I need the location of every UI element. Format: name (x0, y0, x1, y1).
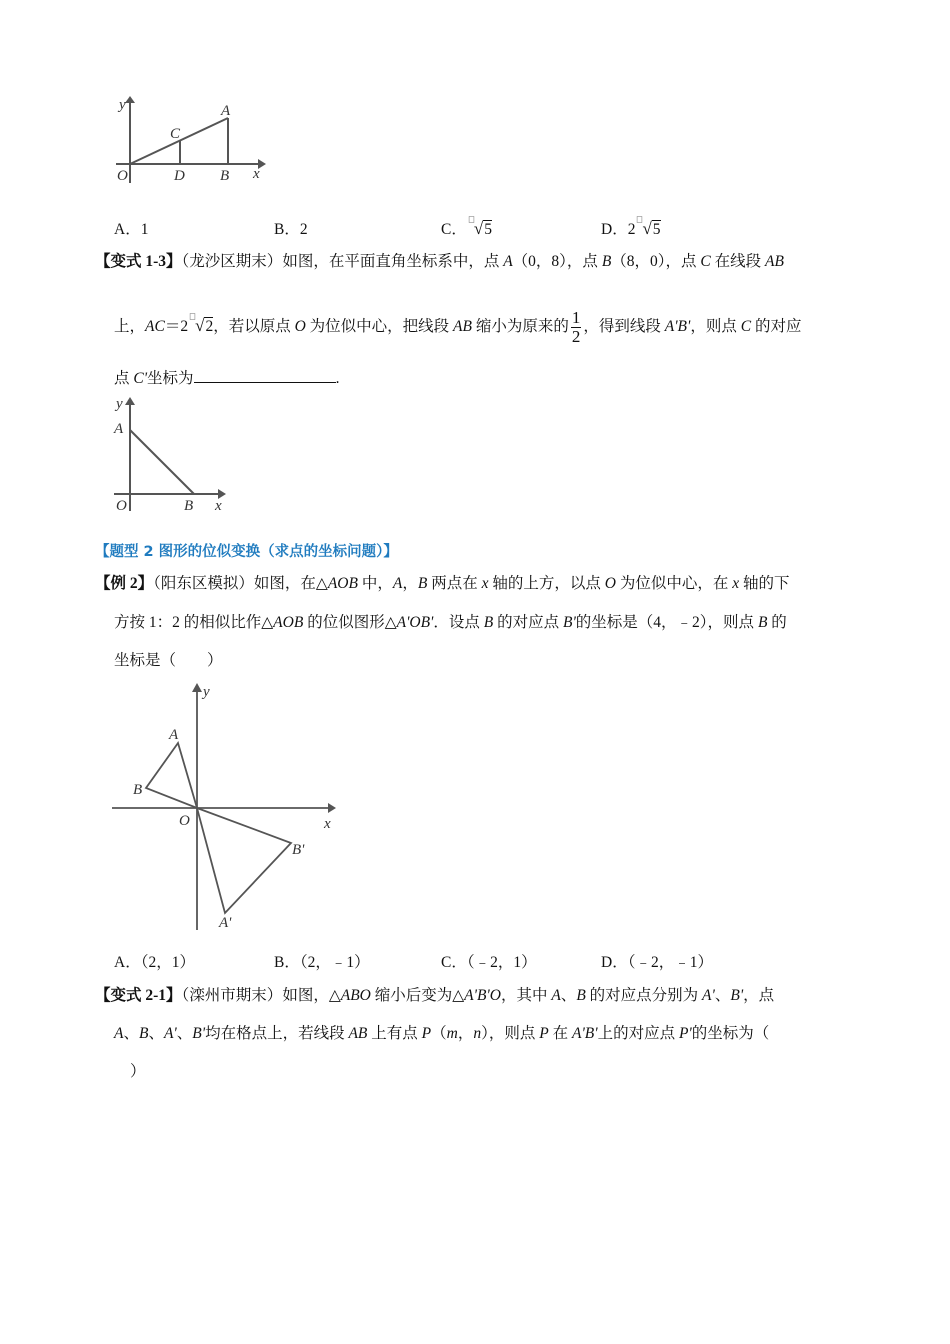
figure-3-x-arrow (328, 803, 336, 813)
option-a-value: 1 (140, 221, 149, 238)
var: A (114, 1025, 124, 1042)
variant-1-3-tag: 【变式 1-3】 (95, 253, 182, 270)
example-2-line-2 (114, 613, 787, 633)
text: （0，8），点 (512, 253, 602, 270)
fraction-one-half: $\frac{1}{2}$ (571, 307, 581, 346)
var: A (503, 253, 513, 270)
var: x (732, 575, 740, 592)
text: ， (402, 575, 418, 592)
figure-1-label-C: C (170, 126, 181, 142)
text: 在 (548, 1025, 572, 1042)
figure-2-label-A: A (114, 421, 124, 437)
option-b[interactable] (274, 217, 308, 239)
variant-2-1-line-3: ） (130, 1063, 146, 1080)
text: . (335, 370, 340, 387)
text: 中， (357, 575, 393, 592)
option-value: （2，1） (140, 954, 195, 971)
figure-3-label-y: y (203, 684, 210, 700)
figure-1-y-arrow (125, 96, 135, 103)
text: ，则点 (690, 318, 741, 335)
text: 均在格点上，若线段 (205, 1025, 349, 1042)
option-letter: C． (441, 954, 467, 971)
text: 、 (714, 987, 731, 1004)
text: 的 (767, 614, 787, 631)
text: ．设点 (433, 614, 484, 631)
var: AOB (327, 575, 358, 592)
text: 上的对应点 (597, 1025, 679, 1042)
variant-2-1-line-2 (114, 1024, 769, 1044)
var: n (473, 1025, 482, 1042)
option-d-radical: √5 (635, 214, 660, 239)
option-c-letter: C． (441, 221, 467, 238)
var: C' (133, 370, 148, 387)
text: （8，0），点 (611, 253, 701, 270)
example-2-option-a[interactable] (114, 950, 195, 972)
text: 、 (148, 1025, 164, 1042)
figure-1-label-D: D (174, 168, 185, 184)
option-a-letter: A． (114, 221, 141, 238)
var: B (576, 987, 586, 1004)
var: B' (192, 1025, 206, 1042)
variant-1-3-source: （龙沙区期末） (181, 253, 283, 270)
var: B (483, 614, 494, 631)
var: B (138, 1025, 149, 1042)
figure-3-label-Bp: B' (292, 842, 305, 858)
var: A'B' (664, 318, 691, 335)
text: 缩小为原来的 (471, 318, 569, 335)
figure-1-label-O: O (117, 168, 128, 184)
figure-1-label-B: B (220, 168, 230, 184)
text: 的对应点 (493, 614, 563, 631)
figure-1-label-x: x (253, 166, 260, 182)
text: ，得到线段 (583, 318, 665, 335)
text: 的坐标是（4，﹣2），则点 (575, 614, 758, 631)
var: B' (730, 987, 744, 1004)
var: P (421, 1025, 432, 1042)
option-d-letter: D． (601, 221, 628, 238)
variant-2-1-tag: 【变式 2-1】 (95, 987, 182, 1004)
var: A (392, 575, 403, 592)
figure-3-label-A: A (169, 727, 179, 743)
var: AC (145, 318, 165, 335)
figure-3-label-B: B (133, 782, 143, 798)
option-b-letter: B． (274, 221, 300, 238)
figure-2-label-x: x (215, 498, 222, 514)
var: A'B' (572, 1025, 598, 1042)
var: O (294, 318, 306, 335)
figure-2-label-y: y (116, 396, 123, 412)
option-b-value: 2 (299, 221, 308, 238)
variant-1-3-line-2 (114, 306, 801, 347)
example-2-line-3: 坐标是（ ） (114, 652, 223, 669)
figure-3-triangle-ApOBp (197, 808, 291, 913)
example-2-line-1 (95, 574, 789, 594)
figure-2-label-B: B (184, 498, 194, 514)
option-letter: B． (274, 954, 300, 971)
var: B (417, 575, 428, 592)
example-2-option-d[interactable] (601, 950, 713, 972)
text: ），则点 (481, 1025, 540, 1042)
figure-1-label-y: y (119, 97, 126, 113)
text: ，其中 (500, 987, 552, 1004)
var: AB (348, 1025, 368, 1042)
option-value: （﹣2，1） (466, 954, 537, 971)
text: 、 (176, 1025, 193, 1042)
var: A' (702, 987, 715, 1004)
variant-1-3-line-1 (95, 252, 784, 272)
text: ＝2 (164, 318, 189, 335)
option-letter: D． (601, 954, 628, 971)
figure-3-y-arrow (192, 683, 202, 692)
var: m (446, 1025, 458, 1042)
text: 、 (560, 987, 577, 1004)
text: 、 (123, 1025, 139, 1042)
var: x (481, 575, 489, 592)
variant-2-1-line-1 (95, 986, 774, 1006)
var: AB (453, 318, 472, 335)
text: 为位似中心，在 (615, 575, 733, 592)
text: 在线段 (710, 253, 766, 270)
example-2-source: （阳东区模拟） (153, 575, 254, 592)
option-a[interactable] (114, 217, 148, 239)
answer-blank[interactable] (194, 368, 336, 383)
var: O (604, 575, 616, 592)
figure-3-triangle-AOB (146, 743, 197, 808)
var: P' (678, 1025, 692, 1042)
text: 坐标为 (147, 370, 194, 387)
text: 方按 1：2 的相似比作△ (114, 614, 274, 631)
text: 点 (114, 370, 134, 387)
text: 为位似中心，把线段 (305, 318, 454, 335)
variant-1-3-line-3 (114, 368, 339, 389)
text: 如图，△ (282, 987, 341, 1004)
option-d-coef: 2 (627, 221, 636, 238)
text: （ (431, 1025, 447, 1042)
var: C (700, 253, 711, 270)
figure-2-y-arrow (125, 397, 135, 405)
option-value: （2，﹣1） (299, 954, 370, 971)
example-2-option-b[interactable] (274, 950, 370, 972)
text: 上有点 (367, 1025, 422, 1042)
text: ， (457, 1025, 474, 1042)
option-value: （﹣2，﹣1） (627, 954, 713, 971)
figure-3-label-Ap: A' (219, 915, 232, 931)
example-2-option-c[interactable] (441, 950, 537, 972)
figure-2-segment-AB (130, 430, 194, 494)
option-c[interactable] (441, 214, 492, 239)
text: 上， (114, 318, 146, 335)
var: AB (765, 253, 784, 270)
text: ，若以原点 (213, 318, 295, 335)
variant-2-1-source: （滦州市期末） (181, 987, 283, 1004)
option-d[interactable] (601, 214, 661, 239)
text: 两点在 (427, 575, 482, 592)
text: 缩小后变为△ (370, 987, 465, 1004)
section-title-type-2: 【题型 2 图形的位似变换（求点的坐标问题）】 (95, 544, 398, 560)
figure-3-graph (108, 680, 348, 932)
var: A (551, 987, 561, 1004)
text: 的对应 (751, 318, 802, 335)
text: 的坐标为（ (691, 1025, 770, 1042)
text: 的对应点分别为 (585, 987, 703, 1004)
figure-1-graph (108, 95, 268, 187)
text: 轴的下 (739, 575, 790, 592)
var: AOB (273, 614, 304, 631)
var: B (601, 253, 612, 270)
text: 如图，在△ (253, 575, 328, 592)
text: ，点 (743, 987, 775, 1004)
var: A'B'O (464, 987, 501, 1004)
text: 轴的上方，以点 (488, 575, 605, 592)
var: ABO (340, 987, 371, 1004)
example-2-tag: 【例 2】 (95, 575, 154, 592)
figure-3-label-O: O (179, 813, 190, 829)
figure-2-graph (108, 393, 233, 515)
var: C (740, 318, 752, 335)
figure-1-label-A: A (221, 103, 231, 119)
option-letter: A． (114, 954, 141, 971)
option-c-radical: √5 (467, 214, 492, 239)
var: A'OB' (396, 614, 434, 631)
var: P (539, 1025, 549, 1042)
text: 的位似图形△ (303, 614, 397, 631)
var: B' (563, 614, 576, 631)
radical: √2 (188, 306, 213, 347)
text: 如图，在平面直角坐标系中，点 (282, 253, 504, 270)
var: B (757, 614, 768, 631)
figure-2-label-O: O (116, 498, 127, 514)
figure-3-label-x: x (324, 816, 331, 832)
var: A' (163, 1025, 177, 1042)
